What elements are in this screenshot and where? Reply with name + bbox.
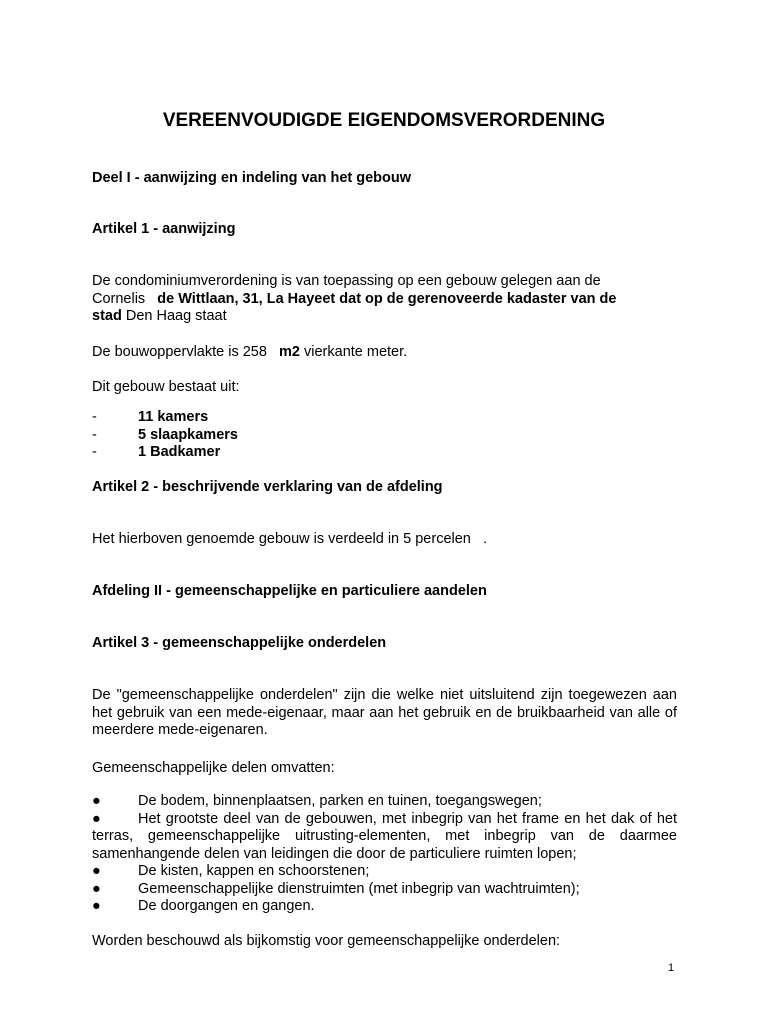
article2-text: Het hierboven genoemde gebouw is verdeeld in 5 percelen	[92, 531, 471, 547]
list-dash: -	[92, 444, 97, 460]
rooms-list	[92, 409, 677, 462]
area-unit: m2	[279, 344, 300, 360]
address-line-2-normal: Cornelis	[92, 290, 146, 307]
list-dash: -	[92, 409, 97, 425]
article3-paragraph-includes: Gemeenschappelijke delen omvatten:	[92, 760, 335, 776]
address-line-3-bold: stad	[92, 308, 122, 324]
address-line-3	[92, 308, 677, 326]
list-item-text: 1 Badkamer	[138, 444, 221, 460]
list-dash: -	[92, 426, 97, 443]
bullet-icon: ●	[92, 880, 101, 897]
part2-heading: Afdeling II - gemeenschappelijke en particuliere aandelen	[92, 583, 487, 599]
list-item-text: Het grootste deel van de gebouwen, met inbegrip van het frame en het dak of het terras, gemeenschappelijke uitrusting-elementen, met inbegrip van de daarmee samenhangende delen van leidingen die door de particuliere ruimten lopen;	[92, 810, 677, 862]
list-item	[92, 427, 677, 445]
bullet-icon: ●	[92, 810, 101, 827]
article2-heading: Artikel 2 - beschrijvende verklaring van de afdeling	[92, 479, 443, 495]
document-title: VEREENVOUDIGDE EIGENDOMSVERORDENING	[162, 110, 606, 131]
list-item	[92, 793, 677, 811]
article2-paragraph	[92, 531, 677, 549]
area-text-after: vierkante meter.	[299, 344, 408, 360]
article3-paragraph-definition: De "gemeenschappelijke onderdelen" zijn die welke niet uitsluitend zijn toegewezen aan het gebruik van een mede-eigenaar, maar aan het gebruik en de bruikbaarheid van alle of meerdere mede-eigenaren.	[92, 687, 677, 738]
list-item-text: 5 slaapkamers	[138, 426, 238, 443]
area-text-before: De bouwoppervlakte is 258	[92, 344, 267, 360]
article1-paragraph-area	[92, 344, 677, 362]
list-item-text: De doorgangen en gangen.	[138, 898, 315, 914]
page-number: 1	[668, 962, 675, 974]
address-line-2-bold: de Wittlaan, 31, La Hayeet dat op de gerenoveerde kadaster van de	[157, 290, 617, 307]
list-item	[92, 409, 677, 427]
part1-heading: Deel I - aanwijzing en indeling van het gebouw	[92, 170, 412, 186]
bullet-icon: ●	[92, 863, 101, 879]
list-item-text: 11 kamers	[138, 409, 209, 425]
list-item-text: De bodem, binnenplaatsen, parken en tuinen, toegangswegen;	[138, 793, 542, 809]
list-item	[92, 863, 677, 881]
list-item	[92, 898, 677, 916]
article2-end: .	[482, 531, 487, 547]
address-line-3-normal: Den Haag staat	[121, 308, 227, 324]
list-item	[92, 444, 677, 462]
bullet-icon: ●	[92, 793, 101, 809]
article1-paragraph-address	[92, 273, 677, 326]
article3-heading: Artikel 3 - gemeenschappelijke onderdelen	[92, 635, 387, 651]
address-line-2	[92, 291, 677, 309]
article1-heading: Artikel 1 - aanwijzing	[92, 221, 236, 237]
common-parts-list	[92, 793, 677, 916]
list-item	[92, 881, 677, 899]
list-item-text: De kisten, kappen en schoorstenen;	[138, 863, 370, 879]
list-item-text: Gemeenschappelijke dienstruimten (met inbegrip van wachtruimten);	[138, 880, 580, 897]
article1-paragraph-consists: Dit gebouw bestaat uit:	[92, 379, 240, 395]
article3-paragraph-accessory: Worden beschouwd als bijkomstig voor gemeenschappelijke onderdelen:	[92, 933, 561, 949]
list-item	[92, 811, 677, 864]
address-line-1: De condominiumverordening is van toepassing op een gebouw gelegen aan de	[92, 273, 601, 289]
bullet-icon: ●	[92, 898, 101, 914]
